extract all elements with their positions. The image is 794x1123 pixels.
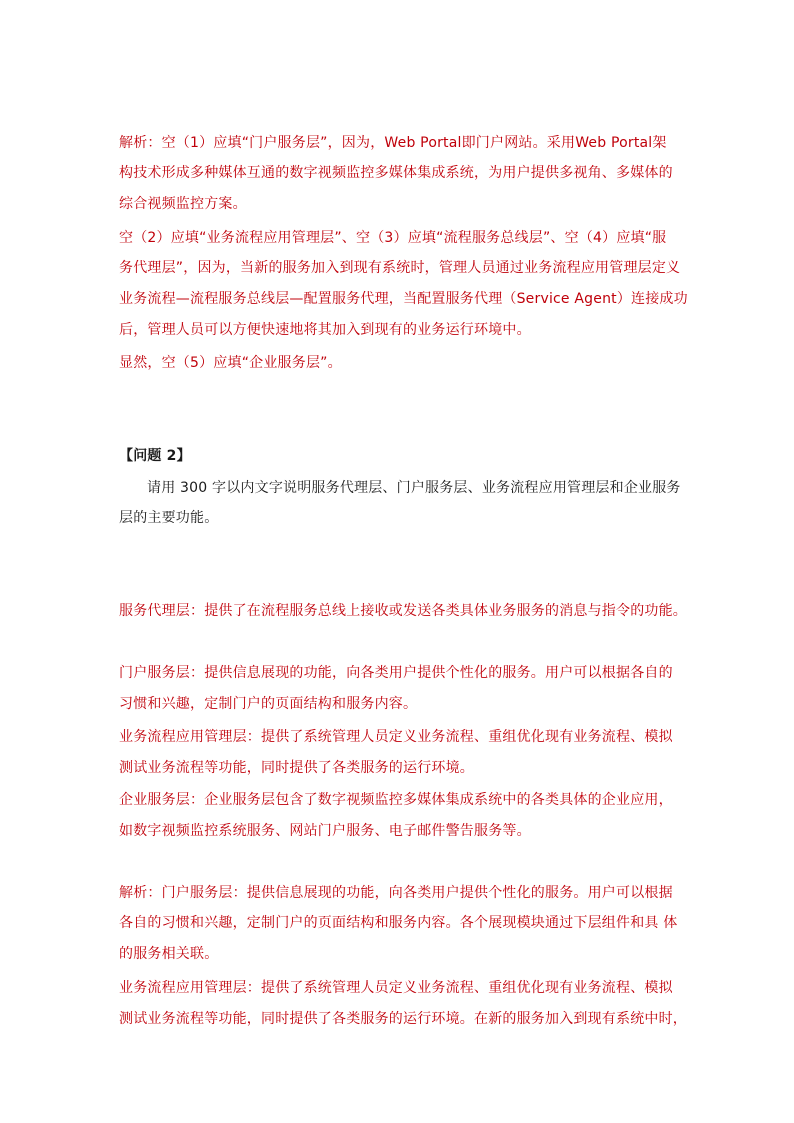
analysis1-line-5: 务代理层”，因为，当新的服务加入到现有系统时，管理人员通过业务流程应用管理层定义: [119, 260, 681, 276]
analysis1-line-3: 综合视频监控方案。: [119, 196, 247, 212]
analysis1-line-2: 构技术形成多种媒体互通的数字视频监控多媒体集成系统，为用户提供多视角、多媒体的: [119, 165, 673, 181]
answer-line-4: 测试业务流程等功能，同时提供了各类服务的运行环境。: [119, 760, 474, 776]
question2-text-line-1: 请用 300 字以内文字说明服务代理层、门户服务层、业务流程应用管理层和企业服务: [147, 480, 681, 496]
answer-line-1: 门户服务层：提供信息展现的功能，向各类用户提供个性化的服务。用户可以根据各自的: [119, 665, 673, 681]
answer-line-3: 业务流程应用管理层：提供了系统管理人员定义业务流程、重组优化现有业务流程、模拟: [119, 729, 673, 745]
analysis1-line-4: 空（2）应填“业务流程应用管理层”、空（3）应填“流程服务总线层”、空（4）应填“服: [119, 230, 667, 246]
analysis2-line-3: 的服务相关联。: [119, 946, 219, 962]
answer-line-2: 习惯和兴趣，定制门户的页面结构和服务内容。: [119, 696, 418, 712]
analysis1-line-6: 业务流程—流程服务总线层—配置服务代理，当配置服务代理（Service Agent）连接成功: [119, 291, 688, 307]
answer-line-5: 企业服务层：企业服务层包含了数字视频监控多媒体集成系统中的各类具体的企业应用，: [119, 792, 673, 808]
analysis2-line-5: 测试业务流程等功能，同时提供了各类服务的运行环境。在新的服务加入到现有系统中时，: [119, 1011, 687, 1027]
analysis1-line-8: 显然，空（5）应填“企业服务层”。: [119, 355, 342, 371]
answer-line-6: 如数字视频监控系统服务、网站门户服务、电子邮件警告服务等。: [119, 823, 531, 839]
answer-service-agent: 服务代理层：提供了在流程服务总线上接收或发送各类具体业务服务的消息与指令的功能。: [119, 603, 687, 619]
analysis1-line-1: 解析：空（1）应填“门户服务层”，因为，Web Portal即门户网站。采用Web Portal架: [119, 135, 667, 151]
analysis2-line-4: 业务流程应用管理层：提供了系统管理人员定义业务流程、重组优化现有业务流程、模拟: [119, 980, 673, 996]
question2-heading: 【问题 2】: [119, 448, 191, 464]
analysis2-line-2: 各自的习惯和兴趣，定制门户的页面结构和服务内容。各个展现模块通过下层组件和具 体: [119, 915, 678, 931]
analysis2-line-1: 解析：门户服务层：提供信息展现的功能，向各类用户提供个性化的服务。用户可以根据: [119, 885, 673, 901]
analysis1-line-7: 后，管理人员可以方便快速地将其加入到现有的业务运行环境中。: [119, 322, 531, 338]
question2-text-line-2: 层的主要功能。: [119, 510, 219, 526]
